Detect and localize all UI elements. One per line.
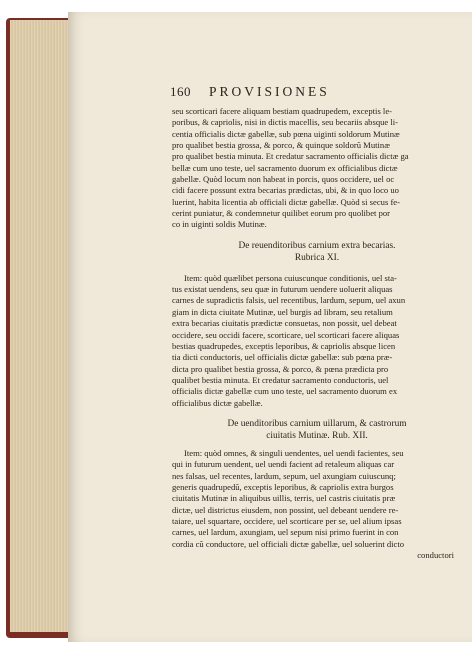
text-line: pro qualibet bestia minuta. Et credatur sacramento officialis dictæ ga (172, 151, 409, 162)
text-line: taiare, uel squartare, occidere, uel scorticare per se, uel alium ipsas (172, 515, 402, 526)
text-line: cidi facere possunt extra becarias prædictas, ubi, & in quo loco uo (172, 185, 399, 196)
page-text (172, 86, 462, 561)
text-line: Item: quòd omnes, & singuli uendentes, uel uendi facientes, seu (184, 447, 404, 458)
text-line: generis quadrupedũ, exceptis leporibus, & capriolis extra burgos (172, 481, 394, 492)
text-line: ciuitatis Mutinæ in aliquibus uillis, terris, uel castris ciuitatis præ (172, 493, 396, 504)
paragraph-3 (172, 448, 462, 561)
text-line: co in uiginti soldis Mutinæ. (172, 219, 267, 230)
rubric-heading: De reuenditoribus carnium extra becarias. (238, 240, 396, 251)
text-line: giam in dicta ciuitate Mutinæ, uel burgis ad libram, seu retalium (172, 306, 393, 317)
text-line: extra becarias ciuitatis prædictæ consuetas, non possit, uel debeat (172, 318, 397, 329)
text-line: occidere, seu occidi facere, scorticare, uel scorticari facere aliquas (172, 329, 400, 340)
rubric-number: ciuitatis Mutinæ. Rub. XII. (266, 430, 368, 441)
page-header (170, 86, 462, 102)
text-line: carnes de supradictis falsis, uel recentibus, lardum, sepum, uel axun (172, 295, 406, 306)
text-line: gabellæ. Quòd locum non habeat in porcis, quos occidere, uel oc (172, 174, 395, 185)
text-line: qui in futurum uendent, uel uendi facient ad retaleum aliquas car (172, 459, 395, 470)
paragraph-1 (172, 106, 462, 231)
text-line: officialibus dictæ gabellæ. (172, 397, 263, 408)
text-line: bestias quadrupedes, exceptis leporibus, & capriolis absque licen (172, 340, 396, 351)
text-line: bellæ cum uno teste, uel sacramento duorum ex officialibus dictæ (172, 162, 398, 173)
page-edges (10, 20, 73, 632)
rubric-number: Rubrica XI. (294, 252, 340, 263)
text-line: seu scorticari facere aliquam bestiam quadrupedem, exceptis le- (172, 106, 392, 116)
text-line: pro qualibet bestia grossa, & porco, & quinque soldorũ Mutinæ (172, 140, 390, 151)
text-line: dictæ, uel districtus eiusdem, non possint, uel debeant uendere re- (172, 504, 399, 515)
text-line: Item: quòd quælibet persona cuiuscunque conditionis, uel sta- (184, 272, 397, 283)
text-line: carnes, uel lardum, axungiam, uel sepum nisi primo fuerint in con (172, 527, 399, 538)
page-number: 160 (170, 84, 191, 99)
rubric-heading: De uenditoribus carnium uillarum, & castrorum (227, 418, 407, 429)
text-line: cordia cũ conductore, uel officiali dictæ gabellæ, uel soluerint dicto (172, 538, 405, 549)
text-line: qualibet bestia minuta. Et credatur sacramento conductoris, uel (172, 374, 389, 385)
text-line: tus existat uendens, seu quæ in futurum uendere uoluerit aliquas (172, 284, 393, 295)
text-line: cerint puniatur, & condemnetur quilibet eorum pro quolibet por (172, 208, 391, 219)
text-line: officialis dictæ gabellæ cum uno teste, uel sacramento duorum ex (172, 386, 398, 397)
text-line: poribus, & capriolis, nisi in dictis macellis, seu becariis absque li- (172, 117, 399, 128)
text-line: luerint, habita licentia ab officiali dictæ gabellæ. Quòd si secus fe- (172, 196, 400, 207)
catchword: conductori (417, 550, 454, 560)
paragraph-2 (172, 273, 462, 409)
running-title: PROVISIONES (209, 84, 330, 99)
text-line: centia officialis dictæ gabellæ, sub pœna uiginti soldorum Mutinæ (172, 128, 400, 139)
text-line: tia dicti conductoris, uel officialis dictæ gabellæ: sub pœna præ- (172, 352, 393, 363)
text-line: nes falsas, uel recentes, lardum, sepum, uel axungiam cuiuscunq; (172, 470, 396, 481)
text-line: dicta pro qualibet bestia grossa, & porco, & pœna prædicta pro (172, 363, 389, 374)
